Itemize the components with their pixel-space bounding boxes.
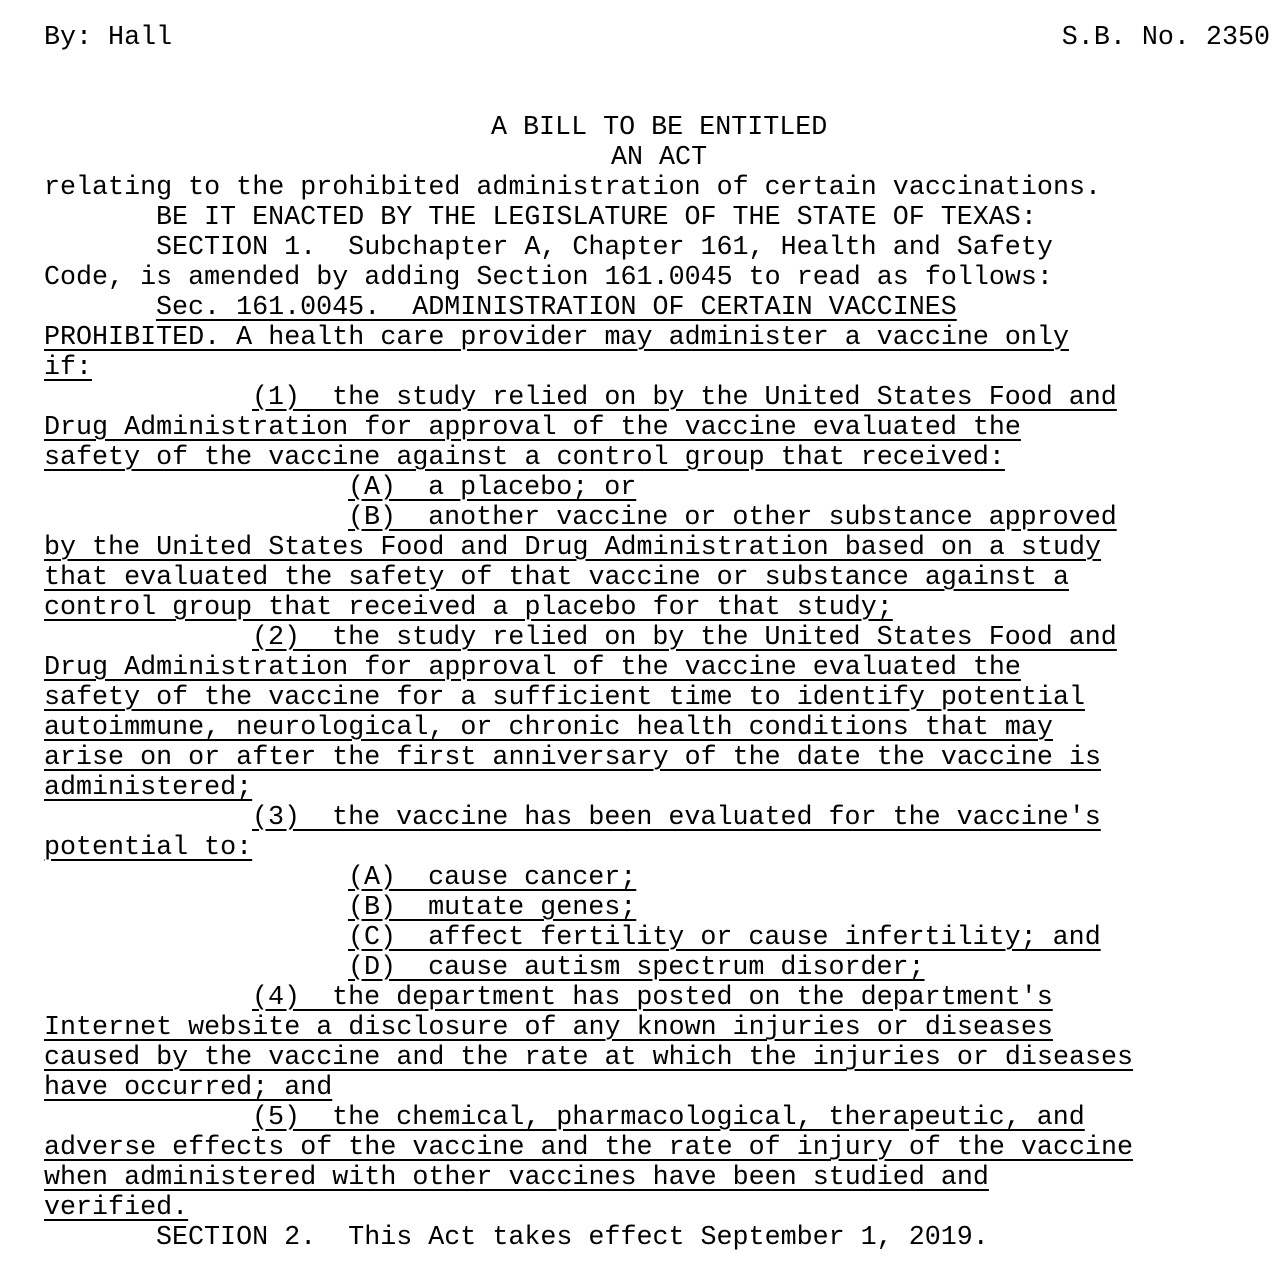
bill-line: Code, is amended by adding Section 161.0045 to read as follows: [44,263,1053,293]
bill-line: have occurred; and [44,1073,333,1103]
bill-line: (B) another vaccine or other substance approved [348,503,1117,533]
bill-line: (B) mutate genes; [348,893,637,923]
bill-line: PROHIBITED. A health care provider may administer a vaccine only [44,323,1069,353]
bill-title-line1: A BILL TO BE ENTITLED [491,113,828,143]
bill-line: control group that received a placebo for that study; [44,593,893,623]
bill-number: S.B. No. 2350 [1061,23,1270,53]
bill-line: if: [44,353,93,383]
bill-line: safety of the vaccine for a sufficient time to identify potential [44,683,1085,713]
bill-line: (4) the department has posted on the department's [252,983,1053,1013]
bill-line: SECTION 2. This Act takes effect September 1, 2019. [156,1223,989,1253]
bill-line: Sec. 161.0045. ADMINISTRATION OF CERTAIN VACCINES [156,293,957,323]
bill-line: adverse effects of the vaccine and the rate of injury of the vaccine [44,1133,1134,1163]
bill-line: (A) cause cancer; [348,863,637,893]
bill-line: safety of the vaccine against a control group that received: [44,443,1005,473]
bill-line: potential to: [44,833,253,863]
bill-line: arise on or after the first anniversary of the date the vaccine is [44,743,1101,773]
bill-line: by the United States Food and Drug Administration based on a study [44,533,1101,563]
bill-line: administered; [44,773,253,803]
bill-line: caused by the vaccine and the rate at which the injuries or diseases [44,1043,1134,1073]
bill-line: Drug Administration for approval of the vaccine evaluated the [44,653,1021,683]
bill-line: (2) the study relied on by the United States Food and [252,623,1117,653]
bill-line: SECTION 1. Subchapter A, Chapter 161, Health and Safety [156,233,1053,263]
bill-line: that evaluated the safety of that vaccine or substance against a [44,563,1069,593]
bill-line: when administered with other vaccines have been studied and [44,1163,989,1193]
bill-line: (5) the chemical, pharmacological, therapeutic, and [252,1103,1085,1133]
bill-line: (3) the vaccine has been evaluated for the vaccine's [252,803,1101,833]
bill-author: By: Hall [44,23,173,53]
bill-line: (A) a placebo; or [348,473,637,503]
bill-line: Drug Administration for approval of the vaccine evaluated the [44,413,1021,443]
bill-title-line2: AN ACT [611,143,708,173]
bill-line: verified. [44,1193,189,1223]
bill-line: BE IT ENACTED BY THE LEGISLATURE OF THE STATE OF TEXAS: [156,203,1037,233]
bill-line: autoimmune, neurological, or chronic health conditions that may [44,713,1053,743]
bill-line: relating to the prohibited administration of certain vaccinations. [44,173,1101,203]
bill-line: (D) cause autism spectrum disorder; [348,953,925,983]
bill-line: Internet website a disclosure of any known injuries or diseases [44,1013,1053,1043]
bill-line: (C) affect fertility or cause infertility; and [348,923,1101,953]
bill-line: (1) the study relied on by the United States Food and [252,383,1117,413]
